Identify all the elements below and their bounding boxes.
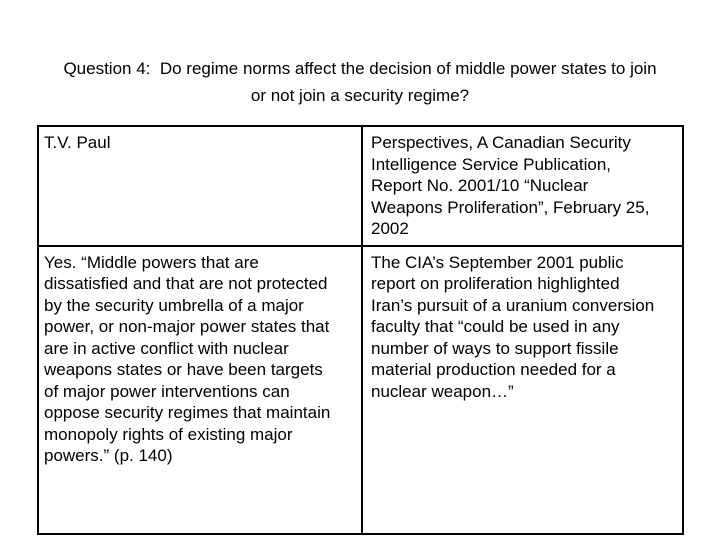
cell-line: Perspectives, A Canadian Security [371, 133, 631, 152]
cell-line: material production needed for a [371, 360, 616, 379]
cell-line: nuclear weapon…” [371, 381, 514, 401]
table-row [38, 126, 683, 246]
comparison-table [37, 125, 684, 535]
cell-line: Intelligence Service Publication, [371, 154, 612, 174]
cell-line: number of ways to support fissile [371, 338, 619, 358]
cell-cia-report [362, 246, 683, 535]
cell-line: dissatisfied and that are not protected [44, 274, 328, 293]
cell-line: Yes. “Middle powers that are [44, 252, 259, 272]
question-heading [0, 55, 720, 109]
cell-line: Weapons Proliferation”, February 25, [371, 197, 650, 217]
cell-line: Report No. 2001/10 “Nuclear [371, 176, 589, 195]
cell-line: The CIA’s September 2001 public [371, 252, 624, 272]
cell-line: faculty that “could be used in any [371, 317, 620, 336]
cell-line: T.V. Paul [44, 133, 111, 152]
cell-line: Iran’s pursuit of a uranium conversion [371, 295, 655, 315]
question-line-1: Question 4: Do regime norms affect the decision of middle power states to join [63, 59, 657, 78]
cell-line: are in active conflict with nuclear [44, 338, 289, 358]
cell-line: powers.” (p. 140) [44, 446, 173, 465]
cell-author [38, 126, 362, 246]
cell-line: 2002 [371, 219, 409, 238]
cell-line: oppose security regimes that maintain [44, 403, 331, 422]
cell-paul-answer [38, 246, 362, 535]
cell-line: monopoly rights of existing major [44, 424, 293, 444]
cell-line: power, or non-major power states that [44, 317, 330, 336]
cell-line: by the security umbrella of a major [44, 295, 304, 315]
cell-line: of major power interventions can [44, 381, 290, 401]
cell-line: report on proliferation highlighted [371, 274, 620, 293]
table-row [38, 246, 683, 535]
cell-line: weapons states or have been targets [44, 360, 323, 379]
cell-source [362, 126, 683, 246]
question-line-2: or not join a security regime? [250, 86, 470, 105]
